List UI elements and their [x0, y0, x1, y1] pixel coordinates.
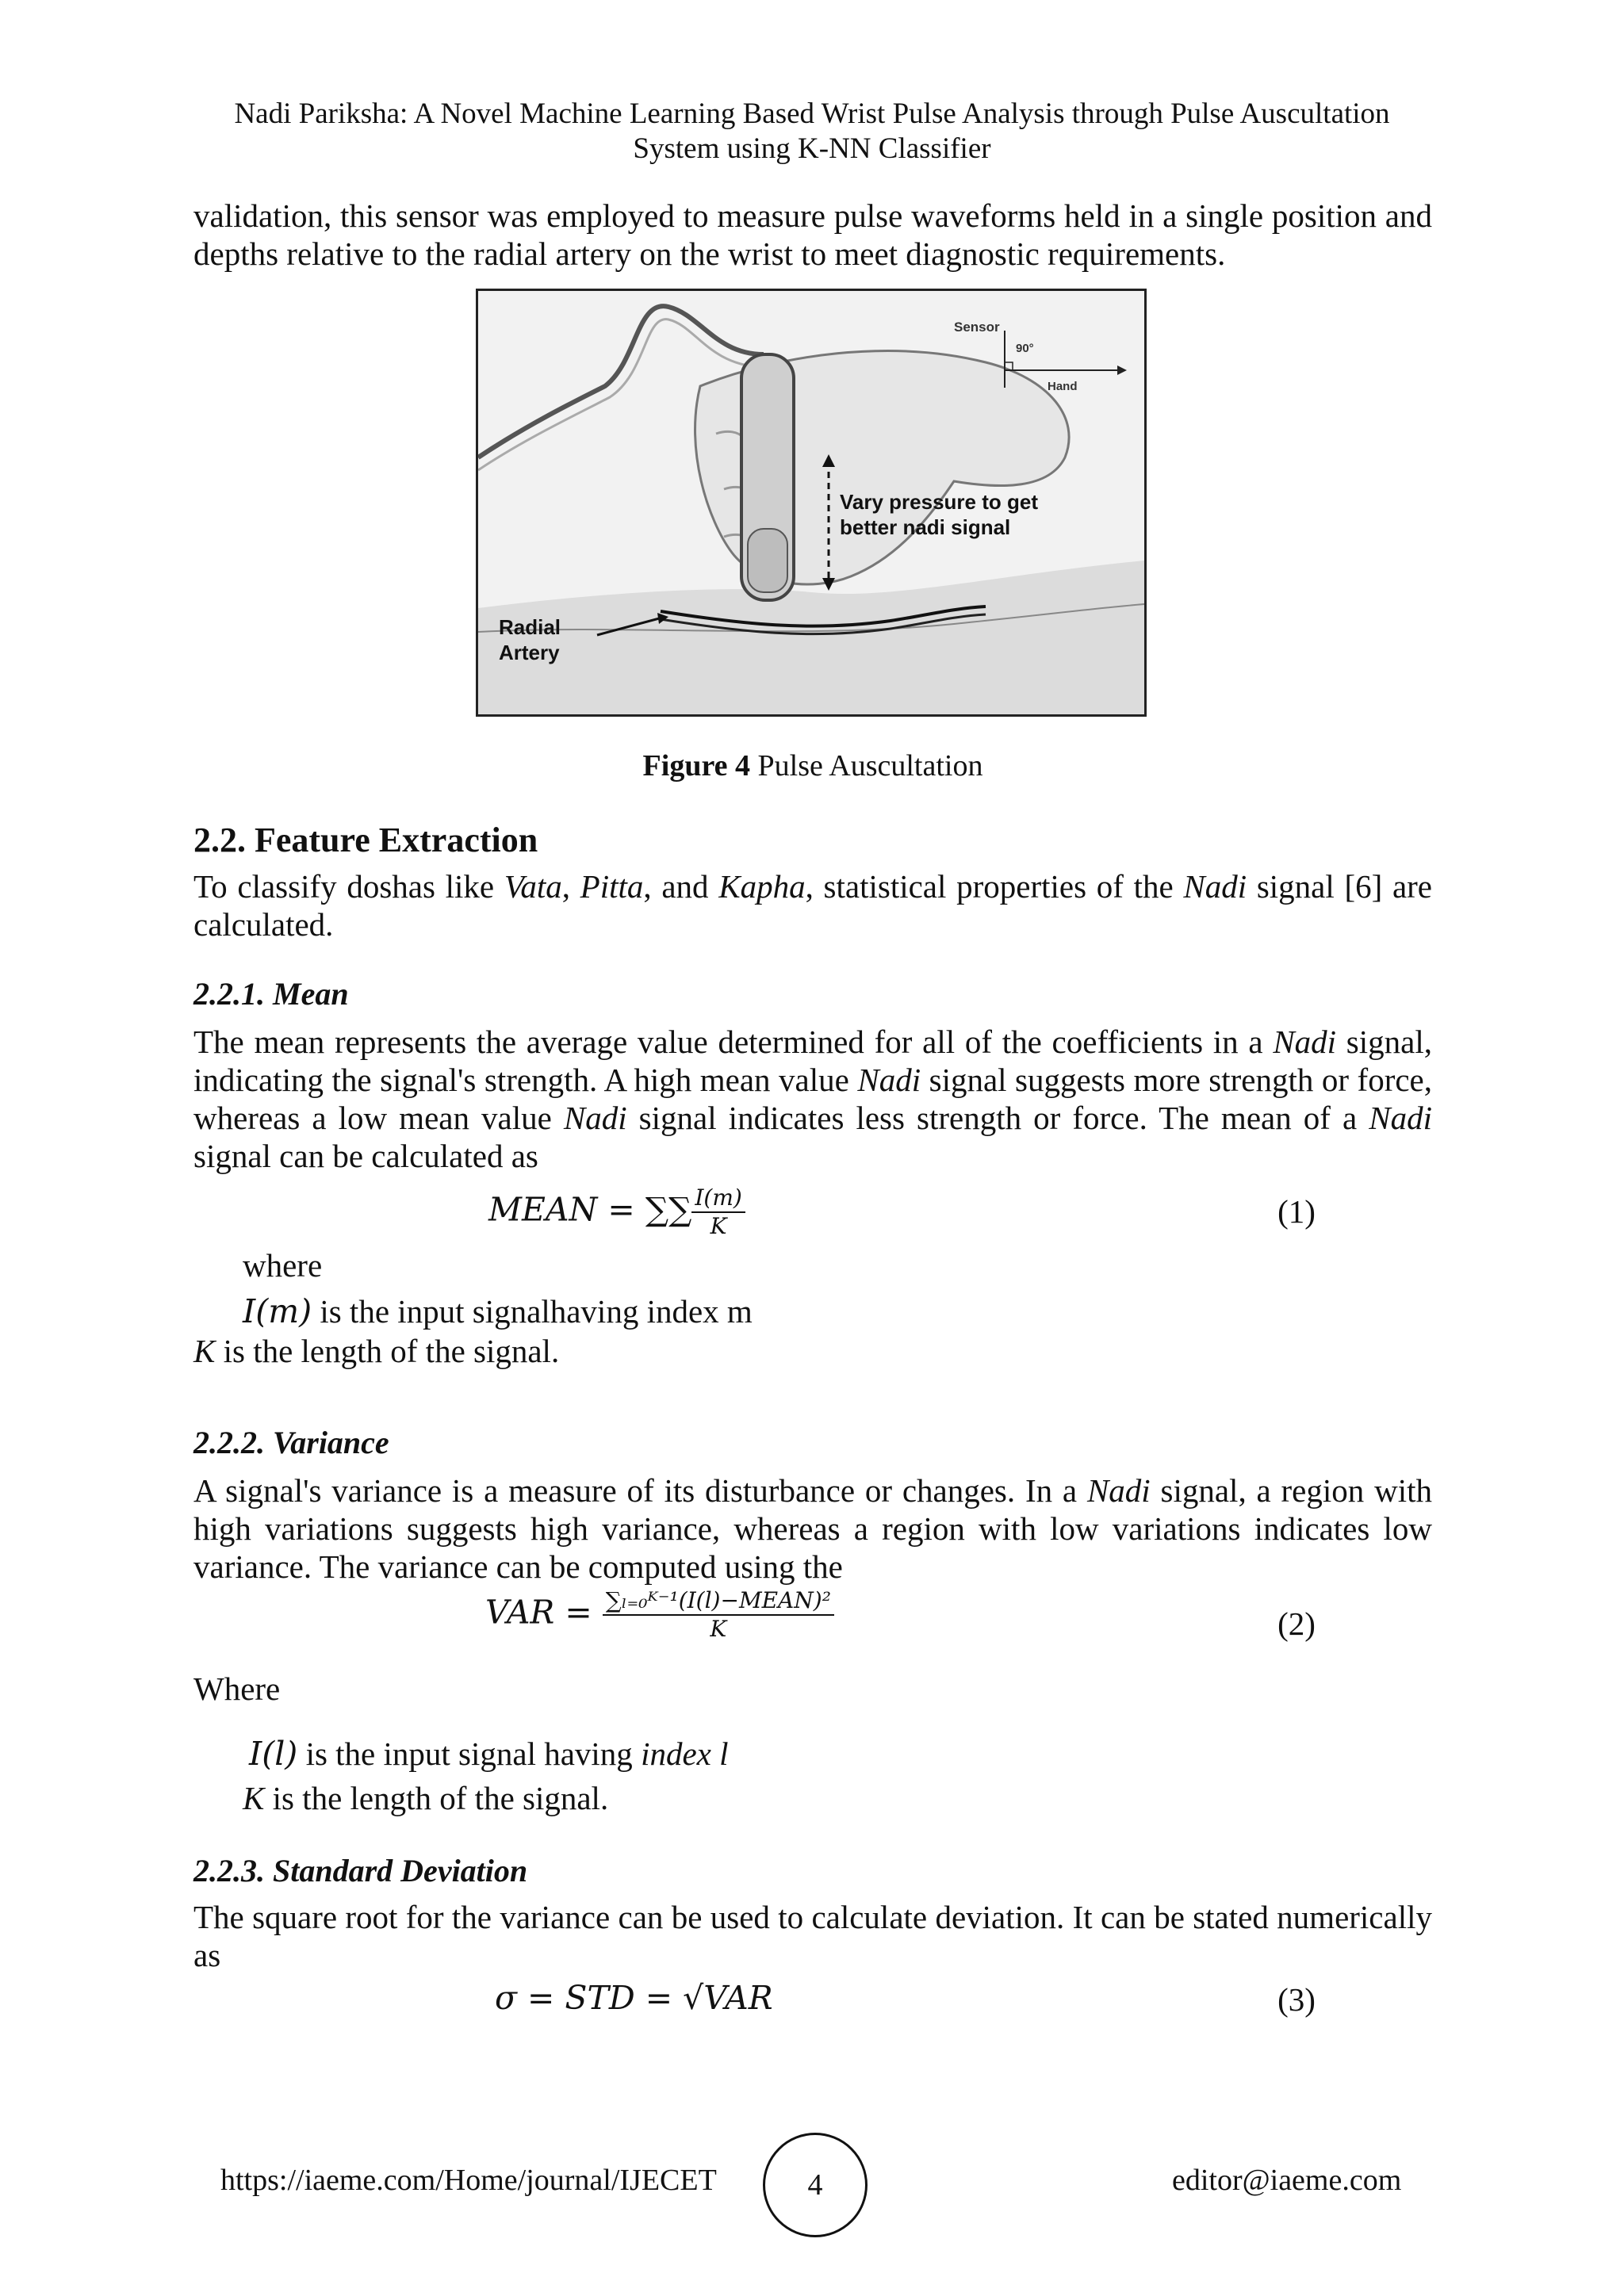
- text-run: A signal's variance is a measure of its disturbance or changes. In a: [193, 1472, 1087, 1509]
- fraction-denominator: K: [710, 1213, 727, 1239]
- variance-paragraph: [193, 1471, 1432, 1586]
- term-nadi: Nadi: [1273, 1024, 1337, 1060]
- term-vata: Vata: [504, 868, 562, 905]
- text-run: is the input signal having: [297, 1735, 642, 1772]
- caption-text: Pulse Auscultation: [750, 749, 983, 783]
- std-paragraph: The square root for the variance can be used to calculate deviation. It can be stated numerically as: [193, 1899, 1432, 1973]
- equation-number-2: (2): [1277, 1605, 1316, 1642]
- label-hand: Hand: [1048, 380, 1078, 393]
- text-run: signal can be calculated as: [193, 1138, 538, 1174]
- text-run: , statistical properties of the: [805, 868, 1184, 905]
- section-title-mean: 2.2.1. Mean: [193, 976, 349, 1012]
- where-label: where: [243, 1247, 323, 1284]
- label-vary-pressure: [840, 489, 1038, 540]
- label-artery: Artery: [499, 641, 560, 664]
- where-label: Where: [193, 1670, 281, 1707]
- symbol-im: I(m): [243, 1292, 312, 1330]
- definition-im: [243, 1292, 753, 1330]
- label-sensor: Sensor: [954, 320, 1000, 335]
- pulse-auscultation-illustration: [478, 291, 1144, 714]
- equation-number-3: (3): [1277, 1981, 1316, 2018]
- symbol-k: K: [243, 1780, 265, 1816]
- section-title-standard-deviation: 2.2.3. Standard Deviation: [193, 1853, 528, 1888]
- header-line-2: System using K-NN Classifier: [633, 132, 991, 165]
- text-run: is the input signalhaving index m: [312, 1293, 753, 1330]
- section-title-variance: 2.2.2. Variance: [193, 1425, 389, 1460]
- label-angle: 90°: [1016, 342, 1034, 355]
- equation-number-1: (1): [1277, 1193, 1316, 1230]
- label-vary-pressure-line-2: better nadi signal: [840, 515, 1011, 539]
- equation-mean: [488, 1184, 745, 1240]
- fraction-numerator: I(m): [691, 1184, 745, 1213]
- label-vary-pressure-line-1: Vary pressure to get: [840, 490, 1038, 514]
- fraction-denominator: K: [710, 1616, 727, 1642]
- text-run: signal, indicating the signal's strength. A high mean value: [193, 1024, 1432, 1098]
- running-header: [159, 97, 1465, 166]
- equation-std: σ = STD = √VAR: [495, 1979, 773, 2017]
- intro-paragraph: validation, this sensor was employed to measure pulse waveforms held in a single position and depths relative to the radial artery on the wrist to meet diagnostic requirements.: [193, 197, 1432, 272]
- term-kapha: Kapha: [718, 868, 806, 905]
- text-run: , and: [643, 868, 719, 905]
- term-nadi: Nadi: [1183, 868, 1247, 905]
- definition-il: [249, 1735, 729, 1773]
- header-line-1: Nadi Pariksha: A Novel Machine Learning Based Wrist Pulse Analysis through Pulse Auscultation: [234, 98, 1390, 130]
- text-run: signal indicates less strength or force. The mean of a: [626, 1100, 1369, 1136]
- text-run: To classify doshas like: [193, 868, 504, 905]
- text-run: signal, a region with high variations suggests high variance, whereas a region with low variations indicates low variance. The variance can be computed using the: [193, 1472, 1432, 1585]
- symbol-il: I(l): [249, 1735, 298, 1773]
- term-nadi: Nadi: [1369, 1100, 1432, 1136]
- figure-caption: [193, 748, 1432, 783]
- equation-variance: [485, 1587, 834, 1643]
- equation-lhs: VAR =: [485, 1593, 603, 1632]
- term-nadi: Nadi: [563, 1100, 627, 1136]
- definition-k: [243, 1779, 608, 1817]
- mean-paragraph: [193, 1023, 1432, 1175]
- text-run: signal suggests more strength or force, whereas a low mean value: [193, 1062, 1433, 1136]
- feature-extraction-paragraph: [193, 867, 1432, 943]
- page-number: 4: [763, 2133, 868, 2237]
- label-radial: Radial: [499, 615, 561, 639]
- fraction-numerator: ∑ₗ₌₀ᴷ⁻¹(I(l)−MEAN)²: [603, 1587, 834, 1616]
- label-radial-artery: [499, 614, 561, 665]
- equation-fraction: [603, 1587, 834, 1643]
- index-l: index l: [641, 1735, 729, 1772]
- section-title-feature-extraction: 2.2. Feature Extraction: [193, 821, 538, 859]
- caption-label: Figure 4: [642, 749, 750, 783]
- equation-fraction: [691, 1184, 745, 1240]
- text-run: signal [6] are calculated.: [193, 868, 1433, 943]
- figure-pulse-auscultation: [476, 289, 1147, 717]
- text-run: ,: [561, 868, 580, 905]
- equation-lhs: MEAN = ∑∑: [488, 1190, 692, 1229]
- text-run: is the length of the signal.: [215, 1333, 560, 1369]
- term-nadi: Nadi: [857, 1062, 921, 1098]
- footer-email[interactable]: editor@iaeme.com: [1172, 2164, 1402, 2197]
- text-run: is the length of the signal.: [264, 1780, 609, 1816]
- term-pitta: Pitta: [580, 868, 644, 905]
- symbol-k: K: [193, 1333, 216, 1369]
- term-nadi: Nadi: [1086, 1472, 1151, 1509]
- definition-k: [193, 1332, 559, 1370]
- footer-journal-link[interactable]: https://iaeme.com/Home/journal/IJECET: [220, 2164, 717, 2197]
- text-run: The mean represents the average value determined for all of the coefficients in a: [193, 1024, 1274, 1060]
